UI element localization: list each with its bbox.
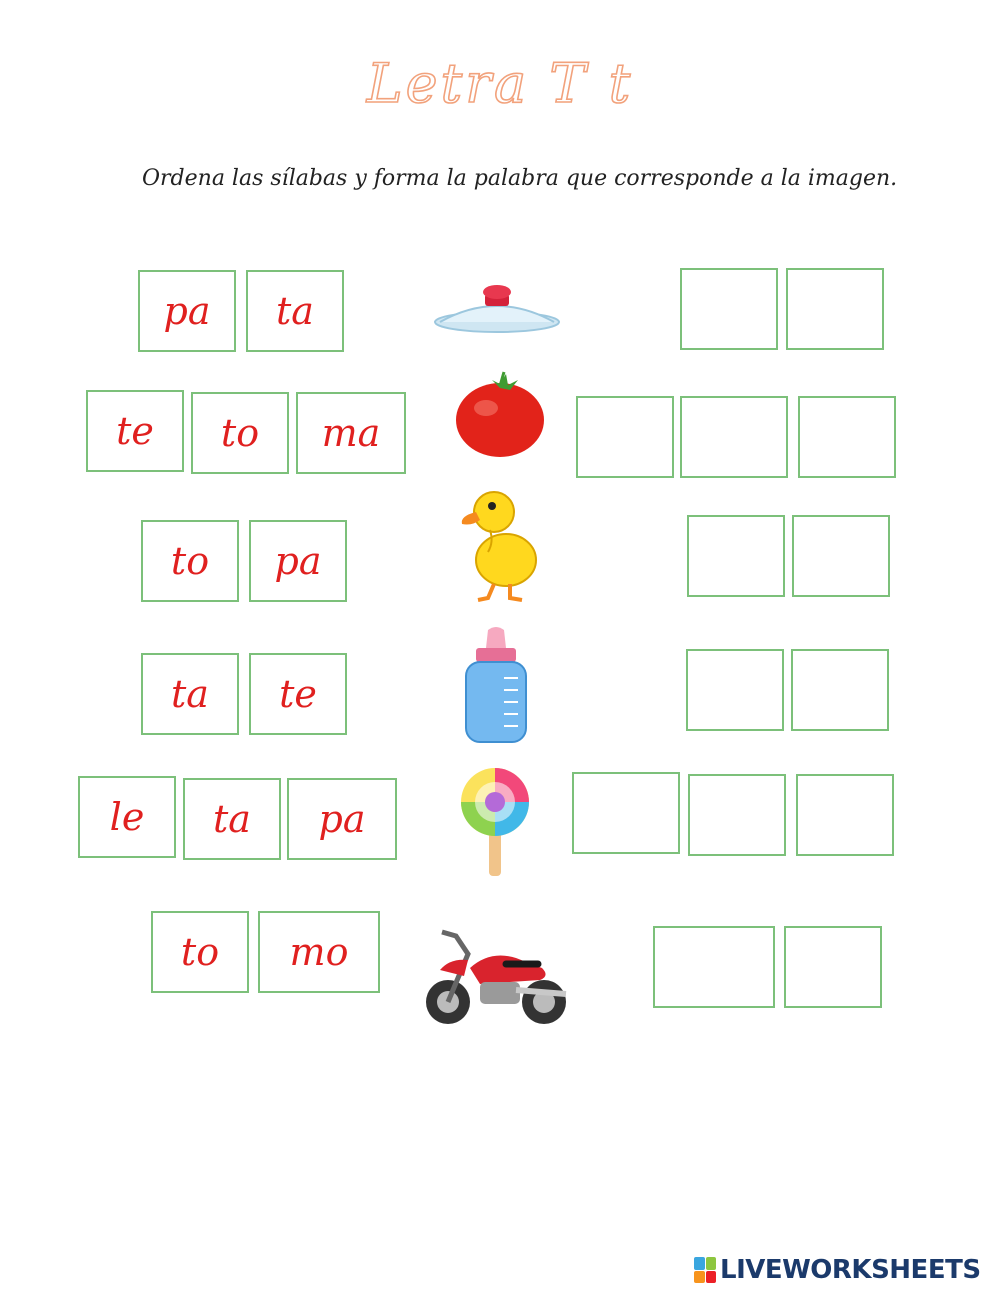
answer-box[interactable] xyxy=(680,268,778,350)
syllable-tile[interactable]: te xyxy=(249,653,347,735)
lid-icon xyxy=(432,280,562,336)
answer-box[interactable] xyxy=(576,396,674,478)
answer-box[interactable] xyxy=(680,396,788,478)
motorcycle-icon xyxy=(420,924,574,1030)
syllable-tile[interactable]: ta xyxy=(246,270,344,352)
syllable-tile[interactable]: pa xyxy=(138,270,236,352)
tomato-icon xyxy=(452,368,548,460)
lollipop-icon xyxy=(455,764,535,878)
answer-box[interactable] xyxy=(653,926,775,1008)
liveworksheets-logo xyxy=(694,1255,981,1285)
syllable-tile[interactable]: to xyxy=(151,911,249,993)
syllable-tile[interactable]: pa xyxy=(249,520,347,602)
answer-box[interactable] xyxy=(572,772,680,854)
syllable-tile[interactable]: to xyxy=(141,520,239,602)
syllable-tile[interactable]: to xyxy=(191,392,289,474)
liveworksheets-brand-text: LIVEWORKSHEETS xyxy=(720,1255,981,1285)
answer-box[interactable] xyxy=(798,396,896,478)
answer-box[interactable] xyxy=(786,268,884,350)
answer-box[interactable] xyxy=(796,774,894,856)
syllable-tile[interactable]: le xyxy=(78,776,176,858)
page-title: Letra T t xyxy=(366,52,634,115)
baby-bottle-icon xyxy=(460,626,532,746)
liveworksheets-logo-icon xyxy=(694,1257,716,1283)
syllable-tile[interactable]: ma xyxy=(296,392,406,474)
answer-box[interactable] xyxy=(784,926,882,1008)
syllable-tile[interactable]: pa xyxy=(287,778,397,860)
duck-icon xyxy=(450,482,542,606)
answer-box[interactable] xyxy=(687,515,785,597)
answer-box[interactable] xyxy=(791,649,889,731)
syllable-tile[interactable]: te xyxy=(86,390,184,472)
answer-box[interactable] xyxy=(688,774,786,856)
answer-box[interactable] xyxy=(686,649,784,731)
instruction-text: Ordena las sílabas y forma la palabra que corresponde a la imagen. xyxy=(142,166,898,191)
syllable-tile[interactable]: mo xyxy=(258,911,380,993)
answer-box[interactable] xyxy=(792,515,890,597)
syllable-tile[interactable]: ta xyxy=(141,653,239,735)
syllable-tile[interactable]: ta xyxy=(183,778,281,860)
